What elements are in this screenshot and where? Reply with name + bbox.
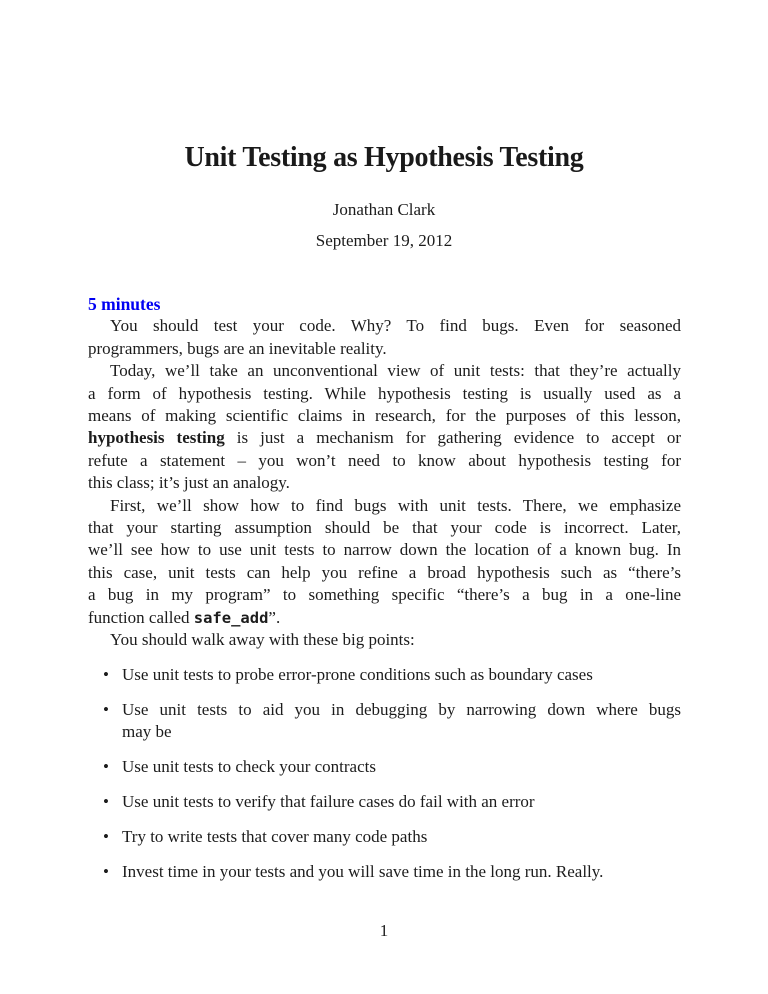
- bullet-icon: •: [103, 699, 109, 719]
- body-line: refute a statement – you won’t need to know about hypothesis testing for: [88, 450, 681, 470]
- body-line-with-bold: [88, 427, 681, 449]
- list-item: [88, 756, 681, 778]
- body-line: that your starting assumption should be that your code is incorrect. Later,: [88, 518, 681, 538]
- bullet-line: Try to write tests that cover many code paths: [122, 827, 428, 847]
- bullet-line: Use unit tests to verify that failure cases do fail with an error: [122, 792, 535, 812]
- body-line-after: ”.: [268, 607, 281, 627]
- body-line-with-code: [88, 607, 681, 629]
- body-line: this case, unit tests can help you refine a broad hypothesis such as “there’s: [88, 562, 681, 582]
- body-line: You should walk away with these big points:: [110, 630, 415, 650]
- body-line: means of making scientific claims in research, for the purposes of this lesson,: [88, 406, 681, 426]
- bullet-icon: •: [103, 792, 109, 812]
- list-item: [88, 699, 681, 744]
- body-line: this class; it’s just an analogy.: [88, 473, 290, 493]
- bullet-line: Use unit tests to probe error-prone conditions such as boundary cases: [122, 665, 593, 684]
- author-line: Jonathan Clark: [332, 200, 436, 219]
- list-item: [88, 664, 681, 686]
- text-column: [88, 293, 681, 883]
- body-line: Today, we’ll take an unconventional view of unit tests: that they’re actually: [110, 361, 681, 381]
- bullet-icon: •: [103, 861, 109, 881]
- list-item: [88, 826, 681, 848]
- date-line: September 19, 2012: [315, 231, 453, 250]
- body-line: First, we’ll show how to find bugs with unit tests. There, we emphasize: [110, 495, 681, 515]
- bullet-line: Use unit tests to aid you in debugging by narrowing down where bugs: [122, 699, 681, 719]
- page-number: 1: [379, 921, 389, 940]
- bullet-icon: •: [103, 757, 109, 777]
- list-item: [88, 861, 681, 883]
- body-line: we’ll see how to use unit tests to narrow down the location of a known bug. In: [88, 540, 681, 560]
- body-line-rest: is just a mechanism for gathering evidence to accept or: [224, 428, 681, 448]
- page-title: Unit Testing as Hypothesis Testing: [184, 142, 584, 173]
- bullet-icon: •: [103, 665, 109, 684]
- list-item: [88, 791, 681, 813]
- bullet-icon: •: [103, 827, 109, 847]
- body-line: You should test your code. Why? To find bugs. Even for seasoned: [110, 316, 681, 336]
- bullet-list: [88, 664, 681, 883]
- code-inline: safe_add: [193, 608, 269, 627]
- section-heading: 5 minutes: [88, 294, 161, 314]
- body-line: a bug in my program” to something specific “there’s a bug in a one-line: [88, 585, 681, 605]
- bold-term: hypothesis testing: [88, 428, 225, 448]
- body-line-before: function called: [88, 607, 194, 627]
- bullet-line: Invest time in your tests and you will save time in the long run. Really.: [122, 861, 604, 881]
- bullet-line: may be: [122, 722, 172, 742]
- body-line: programmers, bugs are an inevitable reality.: [88, 338, 387, 358]
- body-line: a form of hypothesis testing. While hypothesis testing is usually used as a: [88, 383, 681, 403]
- bullet-line: Use unit tests to check your contracts: [122, 757, 376, 777]
